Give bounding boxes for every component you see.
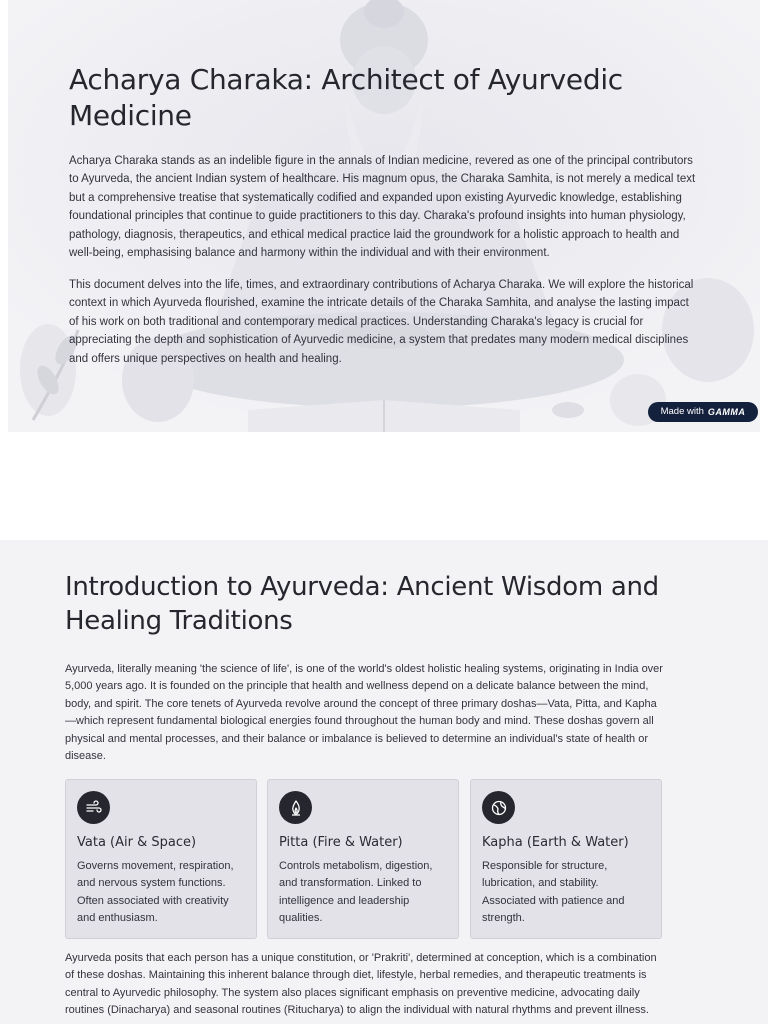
overview-paragraph: This document delves into the life, times, and extraordinary contributions of Acharya Charaka. We will explore the historical context in which Ayurveda flourished, examine the intricate details of the Charaka Samhita, and analyse the lasting impact of his work on both traditional and contemporary medical practices. Understanding Charaka's legacy is crucial for appreciating the depth and sophistication of Ayurvedic medicine, a system that predates many modern medical disciplines and offers unique perspectives on health and healing. [69,279,694,365]
dosha-cards [65,779,662,939]
dosha-card-pitta [267,779,459,939]
section-title: Introduction to Ayurveda: Ancient Wisdom and Healing Traditions [65,572,659,636]
ayurveda-intro-paragraph: Ayurveda, literally meaning 'the science of life', is one of the world's oldest holistic healing systems, originating in India over 5,000 years ago. It is founded on the principle that health and wellness depend on a delicate balance between the mind, body, and spirit. The core tenets of Ayurveda revolve around the concept of three primary doshas—Vata, Pitta, and Kapha—which represent fundamental biological energies found throughout the human body and mind. These doshas govern all physical and mental processes, and their balance or imbalance is believed to determine an individual's state of health or disease. [65,663,663,763]
prakriti-paragraph: Ayurveda posits that each person has a unique constitution, or 'Prakriti', determined at conception, which is a combination of these doshas. Maintaining this inherent balance through diet, lifestyle, herbal remedies, and therapeutic treatments is central to Ayurvedic philosophy. The system also places significant emphasis on preventive medicine, advocating daily routines (Dinacharya) and seasonal routines (Ritucharya) to align the individual with natural rhythms and prevent illness. [65,952,657,1017]
dosha-card-description: Responsible for structure, lubrication, and stability. Associated with patience and strength. [482,860,625,925]
flame-icon [279,791,312,824]
intro-paragraph: Acharya Charaka stands as an indelible figure in the annals of Indian medicine, revered as one of the principal contributors to Ayurveda, the ancient Indian system of healthcare. His magnum opus, the Charaka Samhita, is not merely a medical text but a comprehensive treatise that systematically codified and expanded upon existing Ayurvedic knowledge, establishing foundational principles that continue to guide practitioners to this day. Charaka's profound insights into human physiology, pathology, diagnosis, therapeutics, and ethical medical practice laid the groundwork for a holistic approach to health and well-being, emphasising balance and harmony within the individual and with their environment. [69,155,696,260]
made-with-gamma-badge[interactable] [648,402,758,422]
badge-prefix: Made with [660,406,704,417]
globe-icon [482,791,515,824]
ayurveda-intro-slide [0,540,768,1024]
dosha-card-vata [65,779,257,939]
dosha-card-description: Controls metabolism, digestion, and transformation. Linked to intelligence and leadership qualities. [279,860,433,925]
dosha-card-title: Vata (Air & Space) [77,835,197,850]
dosha-card-title: Kapha (Earth & Water) [482,835,629,850]
page-title: Acharya Charaka: Architect of Ayurvedic Medicine [69,63,623,132]
dosha-card-description: Governs movement, respiration, and nervous system functions. Often associated with creativity and enthusiasm. [77,860,234,925]
dosha-card-title: Pitta (Fire & Water) [279,835,403,850]
gamma-logo: GAMMA [707,407,746,417]
dosha-card-kapha [470,779,662,939]
title-slide [8,0,760,432]
wind-icon [77,791,110,824]
